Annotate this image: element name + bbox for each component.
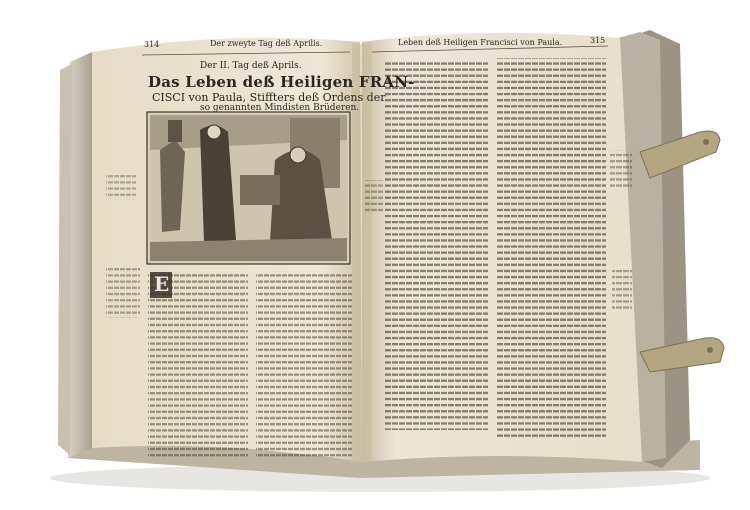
left-text-column-1 [148,272,248,458]
drop-cap: E [154,272,170,296]
right-page-number: 315 [590,36,606,45]
left-page-number: 314 [144,40,160,49]
left-text-column-2 [256,272,352,458]
right-text-column-1 [384,60,488,430]
engraving-figures [150,115,347,261]
right-running-head: Leben deß Heiligen Francisci von Paula. [398,38,563,47]
chapter-heading: Der II. Tag deß Aprils. [200,61,302,71]
title-line-2: CISCI von Paula, Stiffters deß Ordens der [152,91,386,104]
title-line-3: so genannten Mindisten Brüderen. [200,103,360,113]
right-text-column-2 [496,58,606,438]
left-running-head: Der zweyte Tag deß Aprilis. [210,39,323,48]
title-line-1: Das Leben deß Heiligen FRAN- [148,73,415,91]
